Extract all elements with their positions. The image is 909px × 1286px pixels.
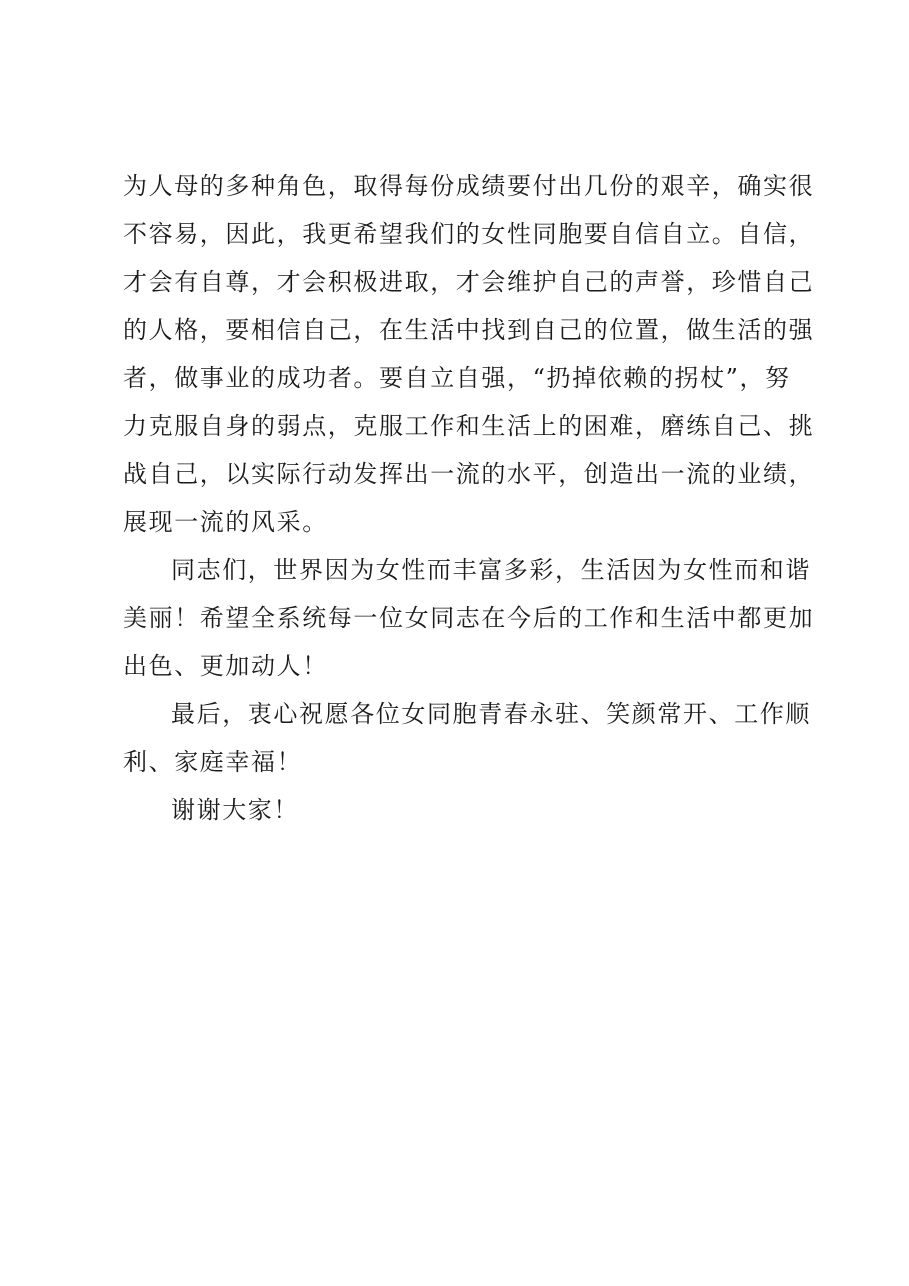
text-line: 者，做事业的成功者。要自立自强，“扔掉依赖的拐杖”，努 bbox=[123, 364, 791, 392]
text-line: 利、家庭幸福！ bbox=[123, 748, 303, 776]
text-line: 为人母的多种角色，取得每份成绩要付出几份的艰辛，确实很 bbox=[123, 172, 815, 200]
text-line: 同志们，世界因为女性而丰富多彩，生活因为女性而和谐 bbox=[171, 556, 811, 584]
text-line: 才会有自尊，才会积极进取，才会维护自己的声誉，珍惜自己 bbox=[123, 268, 815, 296]
text-line: 力克服自身的弱点，克服工作和生活上的困难，磨练自己、挑 bbox=[123, 412, 815, 440]
text-line: 不容易，因此，我更希望我们的女性同胞要自信自立。自信， bbox=[123, 220, 815, 248]
text-line: 展现一流的风采。 bbox=[123, 508, 328, 536]
text-line: 谢谢大家！ bbox=[171, 796, 299, 824]
text-line: 出色、更加动人！ bbox=[123, 652, 328, 680]
paragraph-comrades bbox=[123, 546, 815, 690]
text-line: 的人格，要相信自己，在生活中找到自己的位置，做生活的强 bbox=[123, 316, 815, 344]
document-body bbox=[123, 162, 815, 834]
text-line: 美丽！希望全系统每一位女同志在今后的工作和生活中都更加 bbox=[123, 604, 815, 632]
text-line: 战自己，以实际行动发挥出一流的水平，创造出一流的业绩， bbox=[123, 460, 815, 488]
paragraph-wishes bbox=[123, 690, 811, 786]
paragraph-thanks bbox=[123, 786, 799, 834]
text-line: 最后，衷心祝愿各位女同胞青春永驻、笑颜常开、工作顺 bbox=[171, 700, 811, 728]
paragraph-continuation bbox=[123, 162, 815, 546]
